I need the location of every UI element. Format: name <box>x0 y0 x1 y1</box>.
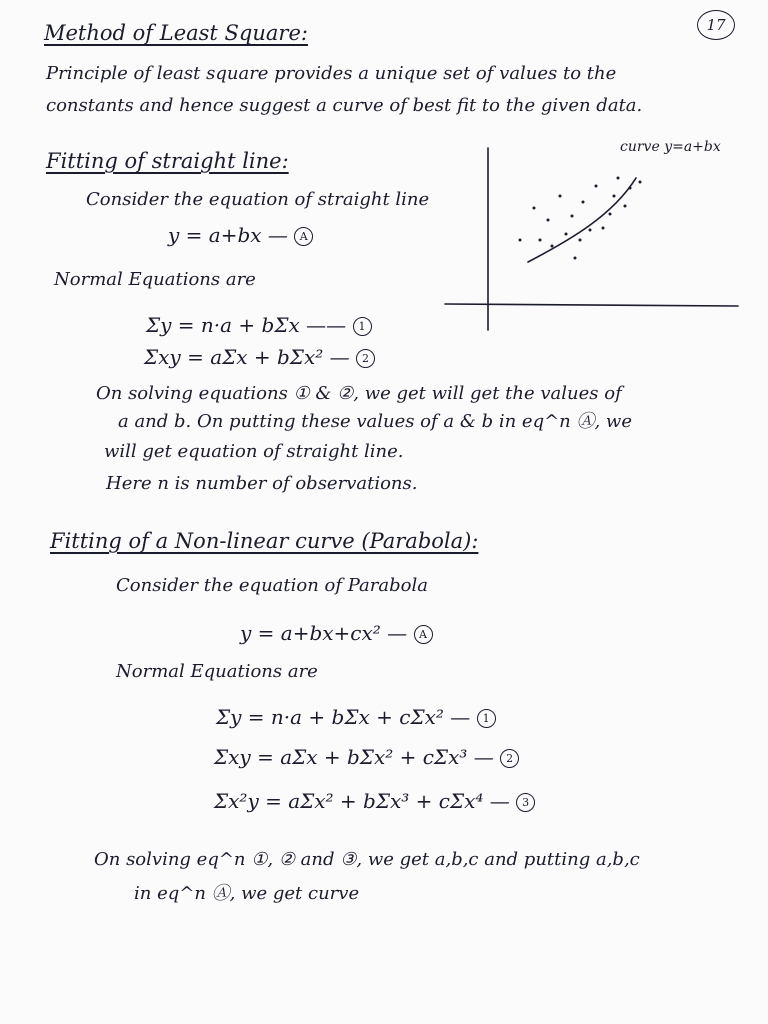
equation-marker-2: 2 <box>356 349 375 368</box>
parabola-solve-2: in eq^n Ⓐ, we get curve <box>134 883 360 904</box>
parabola-normal-eq-3 <box>214 790 535 812</box>
straight-line-heading: Fitting of straight line: <box>46 149 289 173</box>
parabola-consider: Consider the equation of Parabola <box>116 575 428 596</box>
straight-line-equation-text: y = a+bx — <box>168 223 288 247</box>
parabola-marker-2: 2 <box>500 749 519 768</box>
parabola-heading: Fitting of a Non-linear curve (Parabola): <box>50 529 479 553</box>
straight-line-solve-4: Here n is number of observations. <box>106 473 418 494</box>
parabola-solve-1: On solving eq^n ①, ② and ③, we get a,b,c and putting a,b,c <box>94 849 640 870</box>
equation-marker-1: 1 <box>353 317 372 336</box>
straight-line-solve-2: a and b. On putting these values of a & b in eq^n Ⓐ, we <box>118 411 632 432</box>
parabola-marker-A: A <box>414 625 433 644</box>
parabola-equation <box>240 622 433 644</box>
parabola-marker-1: 1 <box>477 709 496 728</box>
sketch-x-axis <box>445 304 738 306</box>
parabola-equation-text: y = a+bx+cx² — <box>240 621 408 645</box>
normal-eq-1-text: Σy = n·a + bΣx —— <box>146 313 347 337</box>
parabola-marker-3: 3 <box>516 793 535 812</box>
intro-line-2: constants and hence suggest a curve of best fit to the given data. <box>46 95 643 116</box>
sketch-fit-curve <box>528 178 636 262</box>
sketch-data-points <box>519 177 642 260</box>
parabola-eq-2-text: Σxy = aΣx + bΣx² + cΣx³ — <box>214 745 494 769</box>
page-title: Method of Least Square: <box>44 21 308 45</box>
equation-marker-A: A <box>294 227 313 246</box>
parabola-eq-1-text: Σy = n·a + bΣx + cΣx² — <box>216 705 471 729</box>
parabola-normal-eq-1 <box>216 706 496 728</box>
parabola-eq-3-text: Σx²y = aΣx² + bΣx³ + cΣx⁴ — <box>214 789 510 813</box>
straight-line-solve-3: will get equation of straight line. <box>104 441 404 462</box>
parabola-normal-label: Normal Equations are <box>116 661 318 682</box>
page-number: 17 <box>697 10 735 40</box>
straight-line-consider: Consider the equation of straight line <box>86 189 430 210</box>
parabola-normal-eq-2 <box>214 746 519 768</box>
graph-curve-label: curve y=a+bx <box>620 139 721 155</box>
intro-line-1: Principle of least square provides a unique set of values to the <box>46 63 617 84</box>
straight-line-solve-1: On solving equations ① & ②, we get will get the values of <box>96 383 622 404</box>
normal-eq-2-text: Σxy = aΣx + bΣx² — <box>144 345 350 369</box>
straight-line-normal-label: Normal Equations are <box>54 269 256 290</box>
